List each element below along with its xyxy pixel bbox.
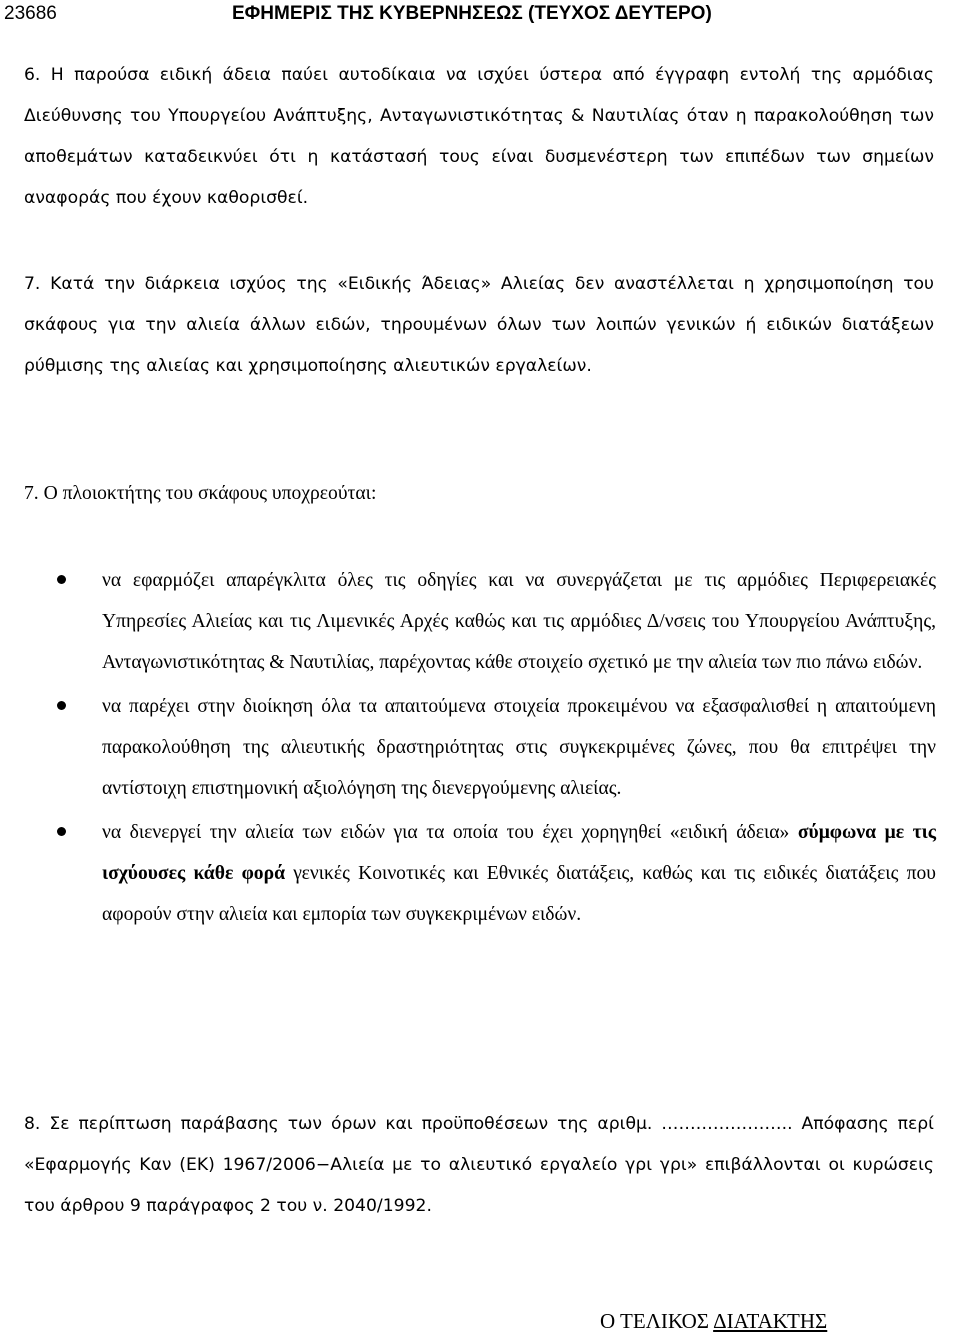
paragraph-8-middle: Απόφασης περί «Εφαρμογής Καν (ΕΚ) 1967/2006−Αλιεία με το αλιευτικό εργαλείο γρι γρι» [24, 1114, 934, 1175]
obligation-text-1: να εφαρμόζει απαρέγκλιτα όλες τις οδηγίες και να συνεργάζεται με τις αρμόδιες Περιφερειακές Υπηρεσίες Αλιείας και τις Λιμενικές Αρχές καθώς και τις αρμόδιες Δ/νσεις του Υπουργείου Ανάπτυξης, Ανταγωνιστικότητας & Ναυτιλίας, παρέχοντας κάθε στοιχείο σχετικό με την αλιεία των πιο πάνω ειδών. [102, 570, 936, 673]
obligation-3-start: να διενεργεί την αλιεία των ειδών για τα οποία του έχει χορηγηθεί «ειδική άδεια» [102, 822, 790, 843]
obligation-3-emphasis: σύμφωνα με τις ισχύουσες κάθε φορά [102, 822, 936, 884]
signature-prefix: Ο ΤΕΛΙΚΟΣ [600, 1309, 714, 1333]
bullet-icon [57, 827, 66, 836]
paragraph-8-penalties [24, 1104, 934, 1227]
paragraph-8-end: επιβάλλονται οι κυρώσεις του άρθρου 9 παράγραφος 2 του ν. 2040/1992. [24, 1155, 934, 1216]
signature-underlined: ΔΙΑΤΑΚΤΗΣ [713, 1309, 828, 1333]
page-header [4, 2, 944, 26]
list-item [24, 812, 936, 935]
obligation-text-2: να παρέχει στην διοίκηση όλα τα απαιτούμενα στοιχεία προκειμένου να εξασφαλισθεί η απαιτούμενη παρακολούθηση της αλιευτικής δραστηριότητας στις συγκεκριμένες ζώνες, που θα επιτρέψει την αντίστοιχη επιστημονική αξιολόγηση της διενεργούμενης αλιείας. [102, 696, 936, 799]
list-item [24, 686, 936, 809]
page-number: 23686 [4, 3, 57, 24]
paragraph-7-owner-obligations: 7. Ο πλοιοκτήτης του σκάφους υποχρεούται: [24, 483, 377, 504]
bullet-icon [57, 701, 66, 710]
paragraph-7-fishing-license: 7. Κατά την διάρκεια ισχύος της «Ειδικής Άδειας» Αλιείας δεν αναστέλλεται η χρησιμοποίηση του σκάφους για την αλιεία άλλων ειδών, τηρουμένων όλων των λοιπών γενικών ή ειδικών διατάξεων ρύθμισης της αλιείας και χρησιμοποίησης αλιευτικών εργαλείων. [24, 274, 934, 376]
gazette-title: ΕΦΗΜΕΡΙΣ ΤΗΣ ΚΥΒΕΡΝΗΣΕΩΣ (ΤΕΥΧΟΣ ΔΕΥΤΕΡΟ) [232, 3, 712, 24]
paragraph-6: 6. Η παρούσα ειδική άδεια παύει αυτοδίκαια να ισχύει ύστερα από έγγραφη εντολή της αρμόδιας Διεύθυνσης του Υπουργείου Ανάπτυξης, Ανταγωνιστικότητας & Ναυτιλίας όταν η παρακολούθηση των αποθεμάτων καταδεικνύει ότι η κατάστασή τους είναι δυσμενέστερη των επιπέδων των σημείων αναφοράς που έχουν καθορισθεί. [24, 65, 934, 208]
bullet-icon [57, 575, 66, 584]
list-item [24, 560, 936, 683]
obligation-3-end: γενικές Κοινοτικές και Εθνικές διατάξεις, καθώς και τις ειδικές διατάξεις που αφορούν στην αλιεία και εμπορία των συγκεκριμένων ειδών. [102, 863, 936, 925]
obligations-list [24, 560, 936, 938]
paragraph-8-start: 8. Σε περίπτωση παράβασης των όρων και προϋποθέσεων της αριθμ. ………………….. [24, 1114, 793, 1134]
obligation-text-3 [102, 812, 936, 935]
signature-title [600, 1306, 827, 1336]
